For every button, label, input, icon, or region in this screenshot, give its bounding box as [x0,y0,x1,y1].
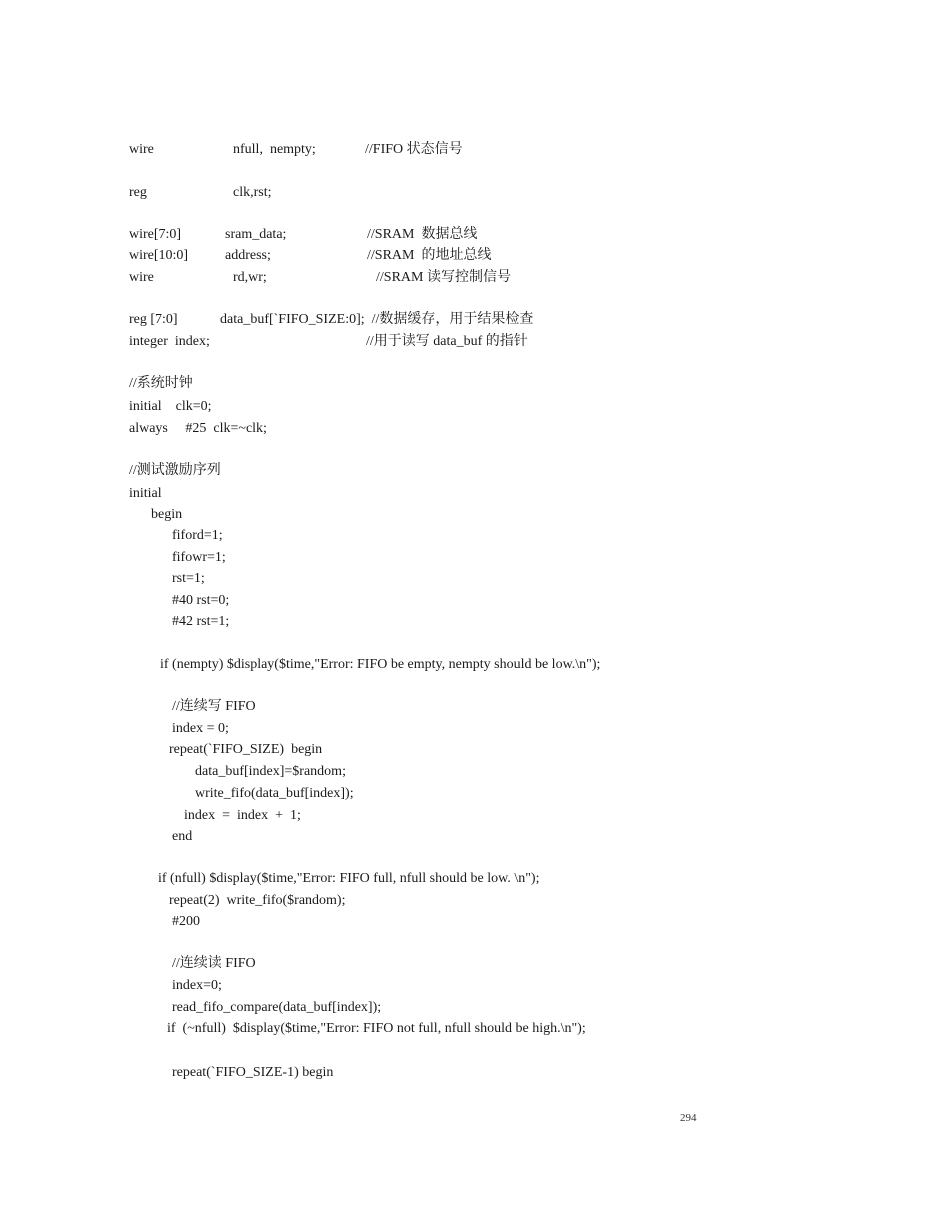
code-comment: //FIFO 状态信号 [365,142,463,157]
code-keyword: reg [7:0] [129,312,178,327]
code-comment: //测试激励序列 [129,463,221,478]
code-line: if (nfull) $display($time,"Error: FIFO full, nfull should be low. \n"); [158,871,540,886]
code-keyword: reg [129,185,147,200]
code-line: #200 [172,914,200,929]
code-line: repeat(`FIFO_SIZE-1) begin [172,1065,334,1080]
code-line: always #25 clk=~clk; [129,421,267,436]
code-identifier: data_buf[`FIFO_SIZE:0]; //数据缓存，用于结果检查 [220,312,534,327]
code-line: #42 rst=1; [172,614,230,629]
code-line: initial [129,486,162,501]
code-line: begin [151,507,183,522]
code-comment: //SRAM 的地址总线 [367,248,492,263]
code-comment: //连续写 FIFO [172,699,256,714]
code-line: rst=1; [172,571,205,586]
code-comment: //连续读 FIFO [172,956,256,971]
code-keyword: wire[10:0] [129,248,189,263]
code-keyword: wire [129,270,154,285]
code-keyword: integer index; [129,334,210,349]
code-line: index = 0; [172,721,229,736]
code-identifier: sram_data; [225,227,287,242]
code-keyword: wire [129,142,154,157]
code-line: data_buf[index]=$random; [195,764,346,779]
code-identifier: rd,wr; [233,270,267,285]
code-keyword: wire[7:0] [129,227,182,242]
code-line: repeat(2) write_fifo($random); [169,893,346,908]
code-line: end [172,829,193,844]
code-identifier: clk,rst; [233,185,272,200]
code-line: fiford=1; [172,528,223,543]
code-line: fifowr=1; [172,550,226,565]
code-line: if (~nfull) $display($time,"Error: FIFO not full, nfull should be high.\n"); [167,1021,586,1036]
code-line: index=0; [172,978,222,993]
code-line: #40 rst=0; [172,593,230,608]
code-line: if (nempty) $display($time,"Error: FIFO be empty, nempty should be low.\n"); [160,657,601,672]
code-comment: //系统时钟 [129,376,193,391]
page-number: 294 [680,1112,697,1124]
code-comment: //用于读写 data_buf 的指针 [366,334,528,349]
code-line: read_fifo_compare(data_buf[index]); [172,1000,382,1015]
code-line: write_fifo(data_buf[index]); [195,786,354,801]
code-identifier: nfull, nempty; [233,142,316,157]
code-identifier: address; [225,248,271,263]
code-comment: //SRAM 读写控制信号 [376,270,511,285]
code-comment: //SRAM 数据总线 [367,227,478,242]
code-line: initial clk=0; [129,399,212,414]
code-line: repeat(`FIFO_SIZE) begin [169,742,323,757]
code-line: index = index + 1; [184,808,301,823]
